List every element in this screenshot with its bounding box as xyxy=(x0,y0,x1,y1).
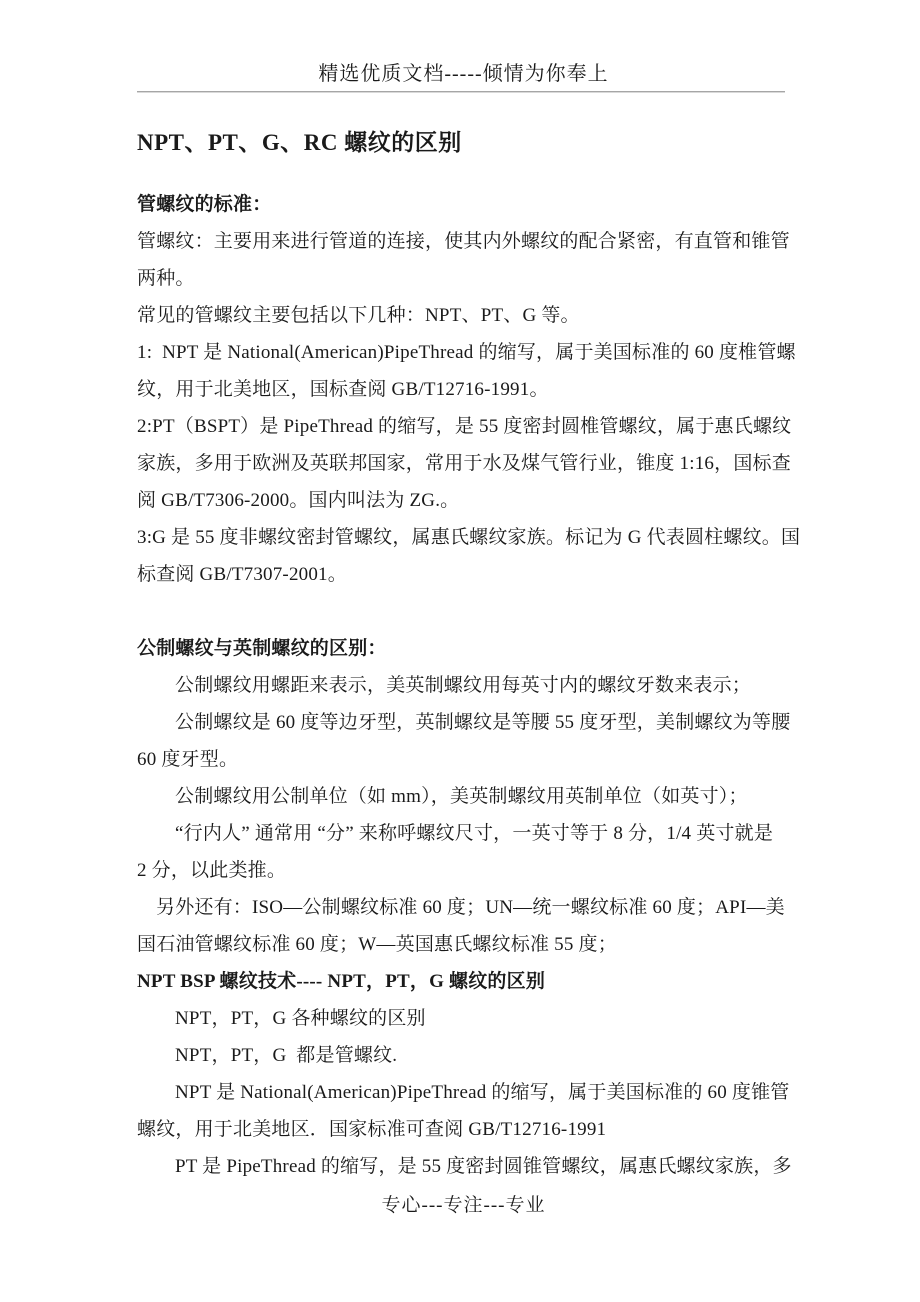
document-line: 标查阅 GB/T7307-2001。 xyxy=(137,564,347,585)
document-line: “行内人” 通常用 “分” 来称呼螺纹尺寸，一英寸等于 8 分，1/4 英寸就是 xyxy=(175,823,774,844)
document-line: PT 是 PipeThread 的缩写，是 55 度密封圆锥管螺纹，属惠氏螺纹家族，多 xyxy=(175,1156,792,1177)
document-line: 纹，用于北美地区，国标查阅 GB/T12716-1991。 xyxy=(137,379,549,400)
document-line: 公制螺纹用公制单位（如 mm），美英制螺纹用英制单位（如英寸）； xyxy=(175,786,748,807)
document-line: 国石油管螺纹标准 60 度；W—英国惠氏螺纹标准 55 度； xyxy=(137,934,617,955)
page-header-text: 精选优质文档-----倾情为你奉上 xyxy=(318,63,609,85)
document-line: NPT，PT，G 都是管螺纹. xyxy=(175,1045,398,1066)
document-line: 公制螺纹与英制螺纹的区别： xyxy=(137,638,387,659)
page-footer-text: 专心---专注---专业 xyxy=(381,1195,546,1216)
document-line: 螺纹，用于北美地区．国家标准可查阅 GB/T12716-1991 xyxy=(137,1119,607,1140)
document-line: 公制螺纹用螺距来表示，美英制螺纹用每英寸内的螺纹牙数来表示； xyxy=(175,675,752,696)
document-body xyxy=(137,186,817,1185)
header-divider xyxy=(137,91,785,93)
document-line: 2:PT（BSPT）是 PipeThread 的缩写，是 55 度密封圆椎管螺纹，属于惠氏螺纹 xyxy=(137,416,792,437)
document-line: 常见的管螺纹主要包括以下几种：NPT、PT、G 等。 xyxy=(137,305,580,326)
document-line: 管螺纹：主要用来进行管道的连接，使其内外螺纹的配合紧密，有直管和锥管 xyxy=(137,231,790,252)
document-title: NPT、PT、G、RC 螺纹的区别 xyxy=(137,130,462,155)
document-line: 管螺纹的标准： xyxy=(137,194,272,215)
document-line: 两种。 xyxy=(137,268,195,289)
document-line: 3:G 是 55 度非螺纹密封管螺纹，属惠氏螺纹家族。标记为 G 代表圆柱螺纹。国 xyxy=(137,527,801,548)
blank-line xyxy=(137,593,817,630)
document-line: 1: NPT 是 National(American)PipeThread 的缩写，属于美国标准的 60 度椎管螺 xyxy=(137,342,796,363)
document-line: NPT BSP 螺纹技术---- NPT，PT，G 螺纹的区别 xyxy=(137,971,546,992)
document-line: 家族，多用于欧洲及英联邦国家，常用于水及煤气管行业，锥度 1:16，国标查 xyxy=(137,453,791,474)
document-line: 另外还有：ISO—公制螺纹标准 60 度；UN—统一螺纹标准 60 度；API—美 xyxy=(156,897,785,918)
document-line: 公制螺纹是 60 度等边牙型，英制螺纹是等腰 55 度牙型，美制螺纹为等腰 xyxy=(175,712,791,733)
document-line: 2 分，以此类推。 xyxy=(137,860,287,881)
document-line: 阅 GB/T7306-2000。国内叫法为 ZG.。 xyxy=(137,490,460,511)
document-line: NPT，PT，G 各种螺纹的区别 xyxy=(175,1008,426,1029)
document-line: 60 度牙型。 xyxy=(137,749,239,770)
document-line: NPT 是 National(American)PipeThread 的缩写，属于美国标准的 60 度锥管 xyxy=(175,1082,790,1103)
